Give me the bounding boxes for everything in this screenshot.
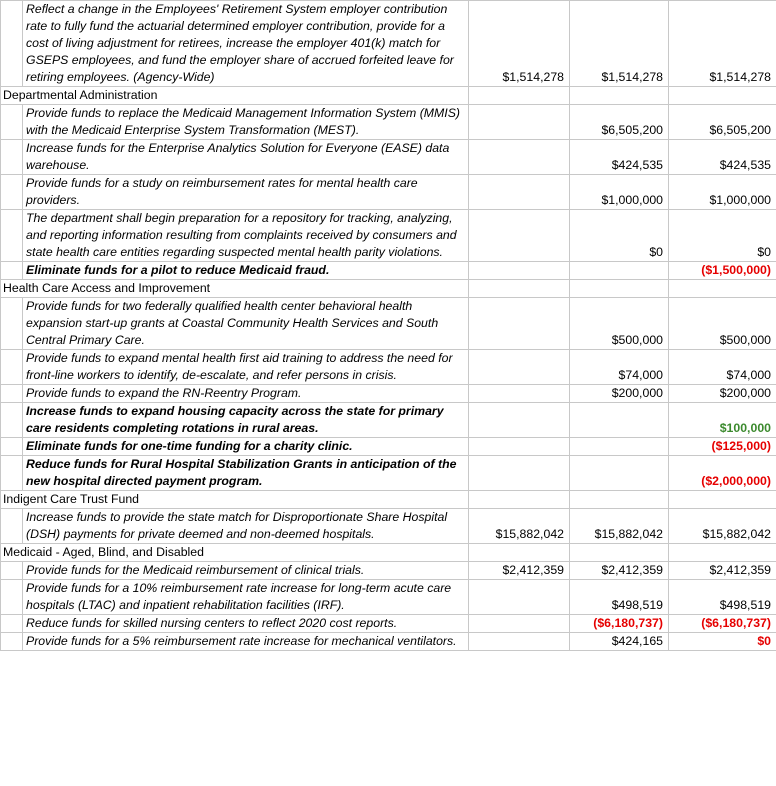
amount-house-cell: $6,505,200	[570, 105, 669, 140]
empty-cell	[570, 491, 669, 509]
indent-cell	[1, 262, 23, 280]
indent-cell	[1, 403, 23, 438]
amount-senate-cell: ($2,000,000)	[669, 456, 776, 491]
line-item-description: Provide funds to expand mental health first aid training to address the need for front-line workers to identify, de-escalate, and refer persons in crisis.	[23, 350, 469, 385]
amount-senate-cell: $15,882,042	[669, 509, 776, 544]
amount-governor-cell	[469, 385, 570, 403]
amount-house-cell: ($6,180,737)	[570, 615, 669, 633]
line-item-row	[1, 1, 776, 87]
line-item-description: Provide funds for a study on reimbursement rates for mental health care providers.	[23, 175, 469, 210]
line-item-row	[1, 633, 776, 651]
amount-house-cell: $1,000,000	[570, 175, 669, 210]
indent-cell	[1, 385, 23, 403]
amount-house-cell	[570, 262, 669, 280]
empty-cell	[469, 544, 570, 562]
amount-house-cell	[570, 403, 669, 438]
amount-senate-cell: $200,000	[669, 385, 776, 403]
amount-governor-cell	[469, 633, 570, 651]
amount-house-cell: $424,535	[570, 140, 669, 175]
line-item-row	[1, 580, 776, 615]
line-item-description: Increase funds to provide the state match for Disproportionate Share Hospital (DSH) payments for private deemed and non-deemed hospitals.	[23, 509, 469, 544]
amount-governor-cell: $15,882,042	[469, 509, 570, 544]
amount-senate-cell: $498,519	[669, 580, 776, 615]
amount-house-cell: $500,000	[570, 298, 669, 350]
amount-house-cell: $424,165	[570, 633, 669, 651]
amount-governor-cell	[469, 438, 570, 456]
indent-cell	[1, 1, 23, 87]
amount-governor-cell	[469, 403, 570, 438]
amount-governor-cell	[469, 140, 570, 175]
amount-senate-cell: $424,535	[669, 140, 776, 175]
empty-cell	[570, 280, 669, 298]
indent-cell	[1, 105, 23, 140]
line-item-description: Reflect a change in the Employees' Retirement System employer contribution rate to fully fund the actuarial determined employer contribution, provide for a cost of living adjustment for retirees, increase the employer 401(k) match for GSEPS employees, and fund the employer share of accrued forfeited leave for retiring employees. (Agency-Wide)	[23, 1, 469, 87]
line-item-description: Increase funds for the Enterprise Analytics Solution for Everyone (EASE) data warehouse.	[23, 140, 469, 175]
line-item-row	[1, 385, 776, 403]
amount-governor-cell	[469, 580, 570, 615]
line-item-description: The department shall begin preparation for a repository for tracking, analyzing, and reporting information resulting from complaints received by consumers and state health care entities regarding suspected mental health parity violations.	[23, 210, 469, 262]
indent-cell	[1, 633, 23, 651]
amount-governor-cell	[469, 210, 570, 262]
line-item-row	[1, 350, 776, 385]
line-item-row	[1, 140, 776, 175]
indent-cell	[1, 298, 23, 350]
amount-senate-cell: $0	[669, 633, 776, 651]
amount-governor-cell	[469, 262, 570, 280]
category-row	[1, 280, 776, 298]
amount-senate-cell: $74,000	[669, 350, 776, 385]
line-item-row	[1, 509, 776, 544]
indent-cell	[1, 140, 23, 175]
amount-governor-cell: $1,514,278	[469, 1, 570, 87]
line-item-description: Provide funds to replace the Medicaid Management Information System (MMIS) with the Medicaid Enterprise System Transformation (MEST).	[23, 105, 469, 140]
amount-senate-cell: $2,412,359	[669, 562, 776, 580]
line-item-description: Eliminate funds for a pilot to reduce Medicaid fraud.	[23, 262, 469, 280]
amount-governor-cell	[469, 350, 570, 385]
category-label: Departmental Administration	[1, 87, 469, 105]
line-item-row	[1, 298, 776, 350]
amount-senate-cell: $6,505,200	[669, 105, 776, 140]
empty-cell	[669, 87, 776, 105]
amount-house-cell: $498,519	[570, 580, 669, 615]
indent-cell	[1, 509, 23, 544]
empty-cell	[469, 491, 570, 509]
empty-cell	[469, 87, 570, 105]
category-row	[1, 87, 776, 105]
indent-cell	[1, 615, 23, 633]
line-item-description: Provide funds to expand the RN-Reentry Program.	[23, 385, 469, 403]
line-item-row	[1, 105, 776, 140]
indent-cell	[1, 175, 23, 210]
line-item-description: Reduce funds for Rural Hospital Stabilization Grants in anticipation of the new hospital directed payment program.	[23, 456, 469, 491]
indent-cell	[1, 210, 23, 262]
line-item-description: Provide funds for the Medicaid reimbursement of clinical trials.	[23, 562, 469, 580]
indent-cell	[1, 580, 23, 615]
amount-house-cell: $1,514,278	[570, 1, 669, 87]
amount-governor-cell	[469, 298, 570, 350]
empty-cell	[469, 280, 570, 298]
empty-cell	[570, 544, 669, 562]
amount-senate-cell: $500,000	[669, 298, 776, 350]
amount-senate-cell: $1,514,278	[669, 1, 776, 87]
amount-house-cell: $15,882,042	[570, 509, 669, 544]
amount-governor-cell	[469, 615, 570, 633]
amount-house-cell: $74,000	[570, 350, 669, 385]
amount-house-cell	[570, 456, 669, 491]
category-row	[1, 544, 776, 562]
line-item-row	[1, 615, 776, 633]
amount-house-cell: $200,000	[570, 385, 669, 403]
line-item-row	[1, 456, 776, 491]
amount-governor-cell	[469, 105, 570, 140]
line-item-description: Provide funds for a 10% reimbursement rate increase for long-term acute care hospitals (LTAC) and inpatient rehabilitation facilities (IRF).	[23, 580, 469, 615]
amount-senate-cell: ($1,500,000)	[669, 262, 776, 280]
line-item-description: Increase funds to expand housing capacity across the state for primary care residents completing rotations in rural areas.	[23, 403, 469, 438]
amount-senate-cell: $100,000	[669, 403, 776, 438]
amount-senate-cell: $1,000,000	[669, 175, 776, 210]
amount-governor-cell	[469, 175, 570, 210]
empty-cell	[669, 544, 776, 562]
amount-governor-cell: $2,412,359	[469, 562, 570, 580]
line-item-description: Provide funds for a 5% reimbursement rate increase for mechanical ventilators.	[23, 633, 469, 651]
line-item-description: Eliminate funds for one-time funding for a charity clinic.	[23, 438, 469, 456]
amount-house-cell: $2,412,359	[570, 562, 669, 580]
category-label: Indigent Care Trust Fund	[1, 491, 469, 509]
empty-cell	[669, 280, 776, 298]
category-label: Medicaid - Aged, Blind, and Disabled	[1, 544, 469, 562]
line-item-row	[1, 438, 776, 456]
amount-senate-cell: ($125,000)	[669, 438, 776, 456]
indent-cell	[1, 562, 23, 580]
line-item-row	[1, 262, 776, 280]
amount-senate-cell: $0	[669, 210, 776, 262]
line-item-description: Reduce funds for skilled nursing centers to reflect 2020 cost reports.	[23, 615, 469, 633]
amount-house-cell: $0	[570, 210, 669, 262]
indent-cell	[1, 456, 23, 491]
amount-governor-cell	[469, 456, 570, 491]
empty-cell	[669, 491, 776, 509]
category-row	[1, 491, 776, 509]
budget-table-body	[1, 1, 776, 651]
indent-cell	[1, 438, 23, 456]
line-item-row	[1, 210, 776, 262]
amount-house-cell	[570, 438, 669, 456]
line-item-row	[1, 403, 776, 438]
line-item-description: Provide funds for two federally qualified health center behavioral health expansion start-up grants at Coastal Community Health Services and South Central Primary Care.	[23, 298, 469, 350]
line-item-row	[1, 175, 776, 210]
line-item-row	[1, 562, 776, 580]
amount-senate-cell: ($6,180,737)	[669, 615, 776, 633]
empty-cell	[570, 87, 669, 105]
indent-cell	[1, 350, 23, 385]
category-label: Health Care Access and Improvement	[1, 280, 469, 298]
